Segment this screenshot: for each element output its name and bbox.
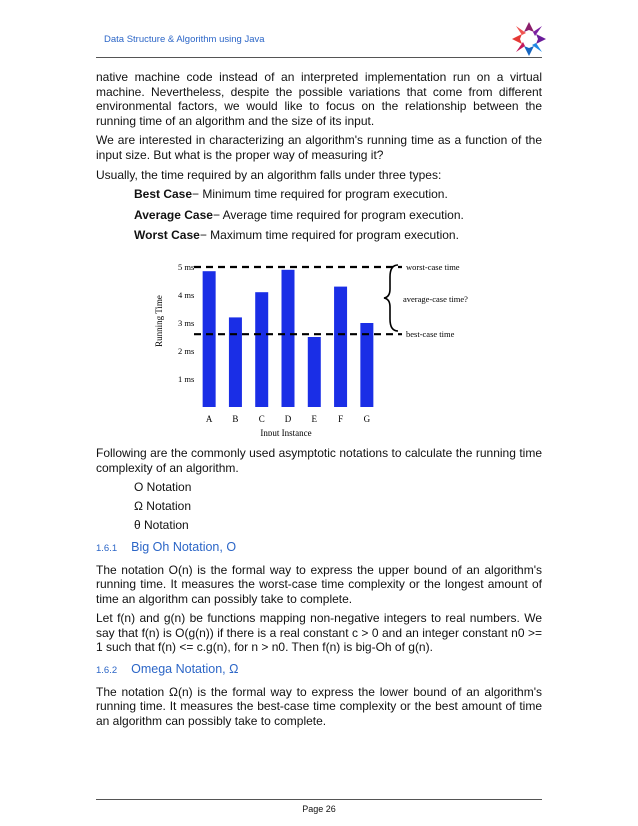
notation-theta: θ Notation — [134, 518, 189, 533]
average-case-label: average-case time? — [403, 293, 468, 304]
y-tick-label: 4 ms — [178, 289, 195, 300]
logo-icon — [508, 18, 550, 60]
bar-g — [360, 323, 373, 407]
footer-rule — [96, 799, 542, 800]
chart-svg — [154, 251, 484, 436]
bar-b — [229, 317, 242, 407]
notation-o: O Notation — [134, 480, 192, 495]
best-case-line: Best Case− Minimum time required for program execution. — [134, 187, 448, 202]
page-number: Page 26 — [302, 804, 336, 814]
y-axis-label: Running Time — [154, 295, 164, 347]
y-tick-label: 2 ms — [178, 345, 195, 356]
header-title: Data Structure & Algorithm using Java — [104, 34, 265, 45]
x-tick-label: A — [205, 413, 213, 424]
bar-d — [282, 270, 295, 407]
bar-f — [334, 287, 347, 407]
average-case-line: Average Case− Average time required for program execution. — [134, 207, 464, 222]
bar-a — [203, 271, 216, 407]
paragraph-omega-def: The notation Ω(n) is the formal way to express the lower bound of an algorithm's running time. It measures the best-case time complexity or the best amount of time an algorithm can possibly take to complete. — [96, 684, 542, 728]
x-tick-label: G — [363, 413, 371, 424]
y-tick-label: 5 ms — [178, 261, 195, 272]
paragraph-big-oh-def: The notation O(n) is the formal way to express the upper bound of an algorithm's running time. It measures the worst-case time complexity or the longest amount of time an algorithm can possibly take to complete. — [96, 562, 542, 606]
average-case-brace — [384, 265, 398, 331]
x-tick-label: F — [338, 413, 344, 424]
paragraph-machine-code: native machine code instead of an interpreted implementation run on a virtual machine. Nevertheless, despite the possible variations that come from different environmental factors, we would like to focus on the relationship between the running time of an algorithm and the size of its input. — [96, 70, 542, 128]
paragraph-asymptotic: Following are the commonly used asymptotic notations to calculate the running time complexity of an algorithm. — [96, 445, 542, 475]
y-tick-label: 3 ms — [178, 317, 195, 328]
paragraph-three-types: Usually, the time required by an algorithm falls under three types: — [96, 167, 442, 182]
bar-c — [255, 292, 268, 407]
paragraph-running-time: We are interested in characterizing an algorithm's running time as a function of the input size. But what is the proper way of measuring it? — [96, 133, 542, 162]
bar-e — [308, 337, 321, 407]
running-time-chart — [154, 251, 484, 436]
notation-omega: Ω Notation — [134, 499, 191, 514]
x-tick-label: B — [232, 413, 239, 424]
worst-case-line: Worst Case− Maximum time required for program execution. — [134, 228, 459, 243]
section-heading-big-oh: 1.6.1 Big Oh Notation, O — [96, 539, 237, 554]
x-tick-label: D — [284, 413, 292, 424]
x-tick-label: C — [258, 413, 265, 424]
y-tick-label: 1 ms — [178, 373, 195, 384]
header-rule — [96, 57, 542, 58]
paragraph-big-oh-formal: Let f(n) and g(n) be functions mapping non-negative integers to real numbers. We say that f(n) is O(g(n)) if there is a real constant c > 0 and an integer constant n0 >= 1 such that f(n) <= c.g(n), for n > n0. Then f(n) is big-Oh of g(n). — [96, 611, 542, 655]
section-heading-omega: 1.6.2 Omega Notation, Ω — [96, 662, 239, 677]
x-axis-label: Input Instance — [260, 427, 312, 436]
x-tick-label: E — [311, 413, 318, 424]
reference-line-label: best-case time — [406, 329, 455, 340]
reference-line-label: worst-case time — [406, 261, 460, 272]
page-body — [96, 70, 542, 733]
